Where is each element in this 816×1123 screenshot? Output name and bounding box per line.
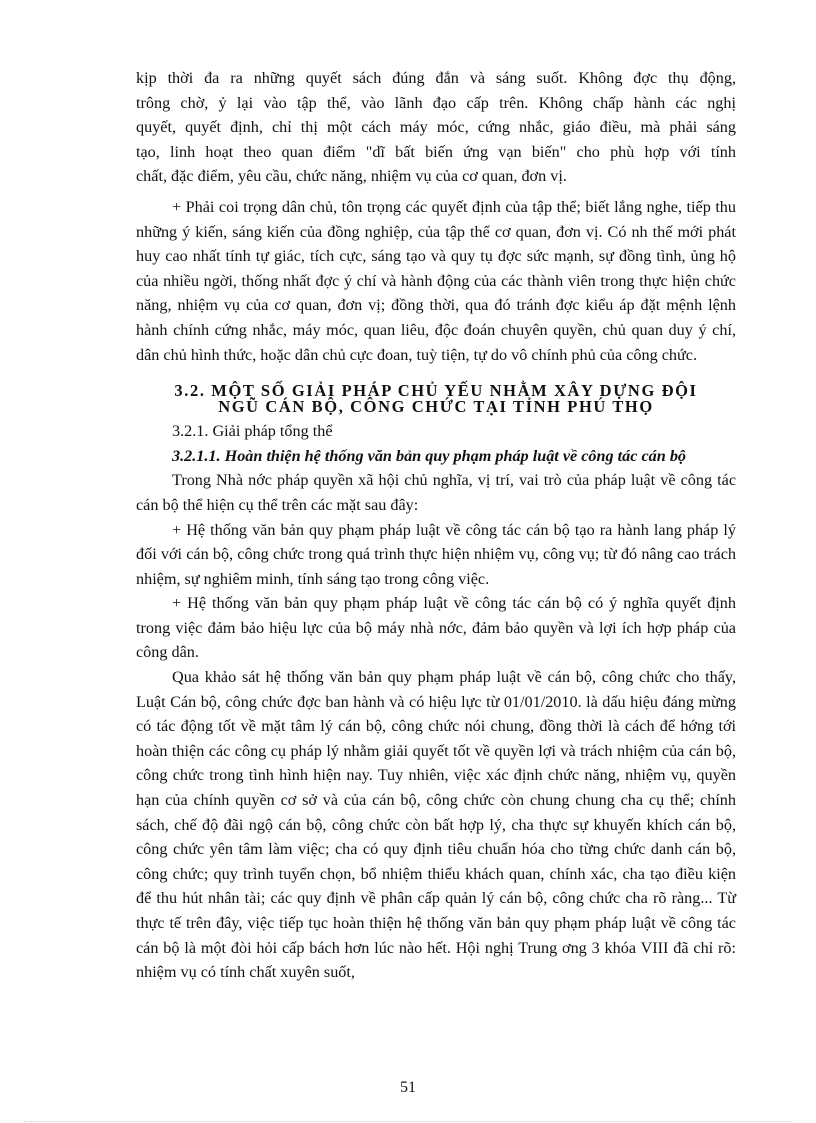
subsubsection-heading: 3.2.1.1. Hoàn thiện hệ thống văn bản quy phạm pháp luật về công tác cán bộ xyxy=(172,446,687,465)
page-body xyxy=(136,66,736,985)
section-heading-line: 3.2. MỘT SỐ GIẢI PHÁP CHỦ YẾU NHẰM XÂY DỰNG ĐỘI xyxy=(174,381,698,401)
paragraph-legal-significance: + Hệ thống văn bản quy phạm pháp luật về công tác cán bộ có ý nghĩa quyết định trong việc đảm bảo hiệu lực của bộ máy nhà nớc, đảm bảo quyền và lợi ích hợp pháp của công dân. xyxy=(136,594,736,662)
paragraph-legal-corridor: + Hệ thống văn bản quy phạm pháp luật về công tác cán bộ tạo ra hành lang pháp lý đối với cán bộ, công chức trong quá trình thực hiện nhiệm vụ, công vụ; từ đó nâng cao trách nhiệm, sự nghiêm minh, tính sáng tạo trong công việc. xyxy=(136,520,736,588)
paragraph-survey: Qua khảo sát hệ thống văn bản quy phạm pháp luật về cán bộ, công chức cho thấy, Luật Cán bộ, công chức đợc ban hành và có hiệu lực từ 01/01/2010. là dấu hiệu đáng mừng có tác động tốt về mặt tâm lý cán bộ, công chức nói chung, đồng thời là cách để hớng tới hoàn thiện các công cụ pháp lý nhằm giải quyết tốt về quyền lợi và trách nhiệm của cán bộ, công chức trong tình hình hiện nay. Tuy nhiên, việc xác định chức năng, nhiệm vụ, quyền hạn của chính quyền cơ sở và của cán bộ, công chức còn chung chung cha cụ thể; chính sách, chế độ đãi ngộ cán bộ, công chức còn bất hợp lý, cha thực sự khuyến khích cán bộ, công chức yên tâm làm việc; cha có quy định tiêu chuẩn hóa cho từng chức danh cán bộ, công chức; quy trình tuyển chọn, bổ nhiệm thiếu khách quan, chính xác, cha tạo điều kiện để thu hút nhân tài; các quy định về phân cấp quản lý cán bộ, công chức cha rõ ràng... Từ thực tế trên đây, việc tiếp tục hoàn thiện hệ thống văn bản quy phạm pháp luật về công tác cán bộ là một đòi hỏi cấp bách hơn lúc nào hết. Hội nghị Trung ơng 3 khóa VIII đã chỉ rõ: nhiệm vụ có tính chất xuyên suốt, xyxy=(136,668,736,982)
paragraph-continued xyxy=(136,66,736,189)
page-number: 51 xyxy=(400,1079,416,1096)
paragraph-democracy: + Phải coi trọng dân chủ, tôn trọng các quyết định của tập thể; biết lắng nghe, tiếp thu những ý kiến, sáng kiến của đồng nghiệp, của tập thể cơ quan, đơn vị. Có nh thế mới phát huy cao nhất tính tự giác, tích cực, sáng tạo và quy tụ đợc sức mạnh, sự đồng tình, ủng hộ của nhiều ngời, thống nhất đợc ý chí và hành động của các thành viên trong thực hiện chức năng, nhiệm vụ của cơ quan, đơn vị; đồng thời, qua đó tránh đợc kiểu áp đặt mệnh lệnh hành chính cứng nhắc, máy móc, quan liêu, độc đoán chuyên quyền, chủ quan duy ý chí, dân chủ hình thức, hoặc dân chủ cực đoan, tuỳ tiện, tự do vô chính phủ của công chức. xyxy=(136,197,736,364)
paragraph-intro: Trong Nhà nớc pháp quyền xã hội chủ nghĩa, vị trí, vai trò của pháp luật về công tác cán bộ thể hiện cụ thể trên các mặt sau đây: xyxy=(136,471,736,514)
text-line: chất, đặc điểm, yêu cầu, chức năng, nhiệm vụ của cơ quan, đơn vị. xyxy=(136,167,567,186)
text-line: trông chờ, ỷ lại vào tập thể, vào lãnh đạo cấp trên. Không chấp hành các nghị xyxy=(136,93,736,112)
section-heading-line: NGŨ CÁN BỘ, CÔNG CHỨC TẠI TỈNH PHÚ THỌ xyxy=(218,397,654,417)
page-bottom-divider xyxy=(24,1121,792,1122)
text-line: tạo, linh hoạt theo quan điểm "dĩ bất biến ứng vạn biến" cho phù hợp với tính xyxy=(136,142,736,161)
section-heading xyxy=(136,383,736,415)
text-line: quyết, quyết định, chỉ thị một cách máy móc, cứng nhắc, giáo điều, mà phải sáng xyxy=(136,118,736,137)
subsection-heading: 3.2.1. Giải pháp tổng thể xyxy=(172,422,333,441)
text-line: kịp thời đa ra những quyết sách đúng đắn và sáng suốt. Không đợc thụ động, xyxy=(136,69,736,87)
